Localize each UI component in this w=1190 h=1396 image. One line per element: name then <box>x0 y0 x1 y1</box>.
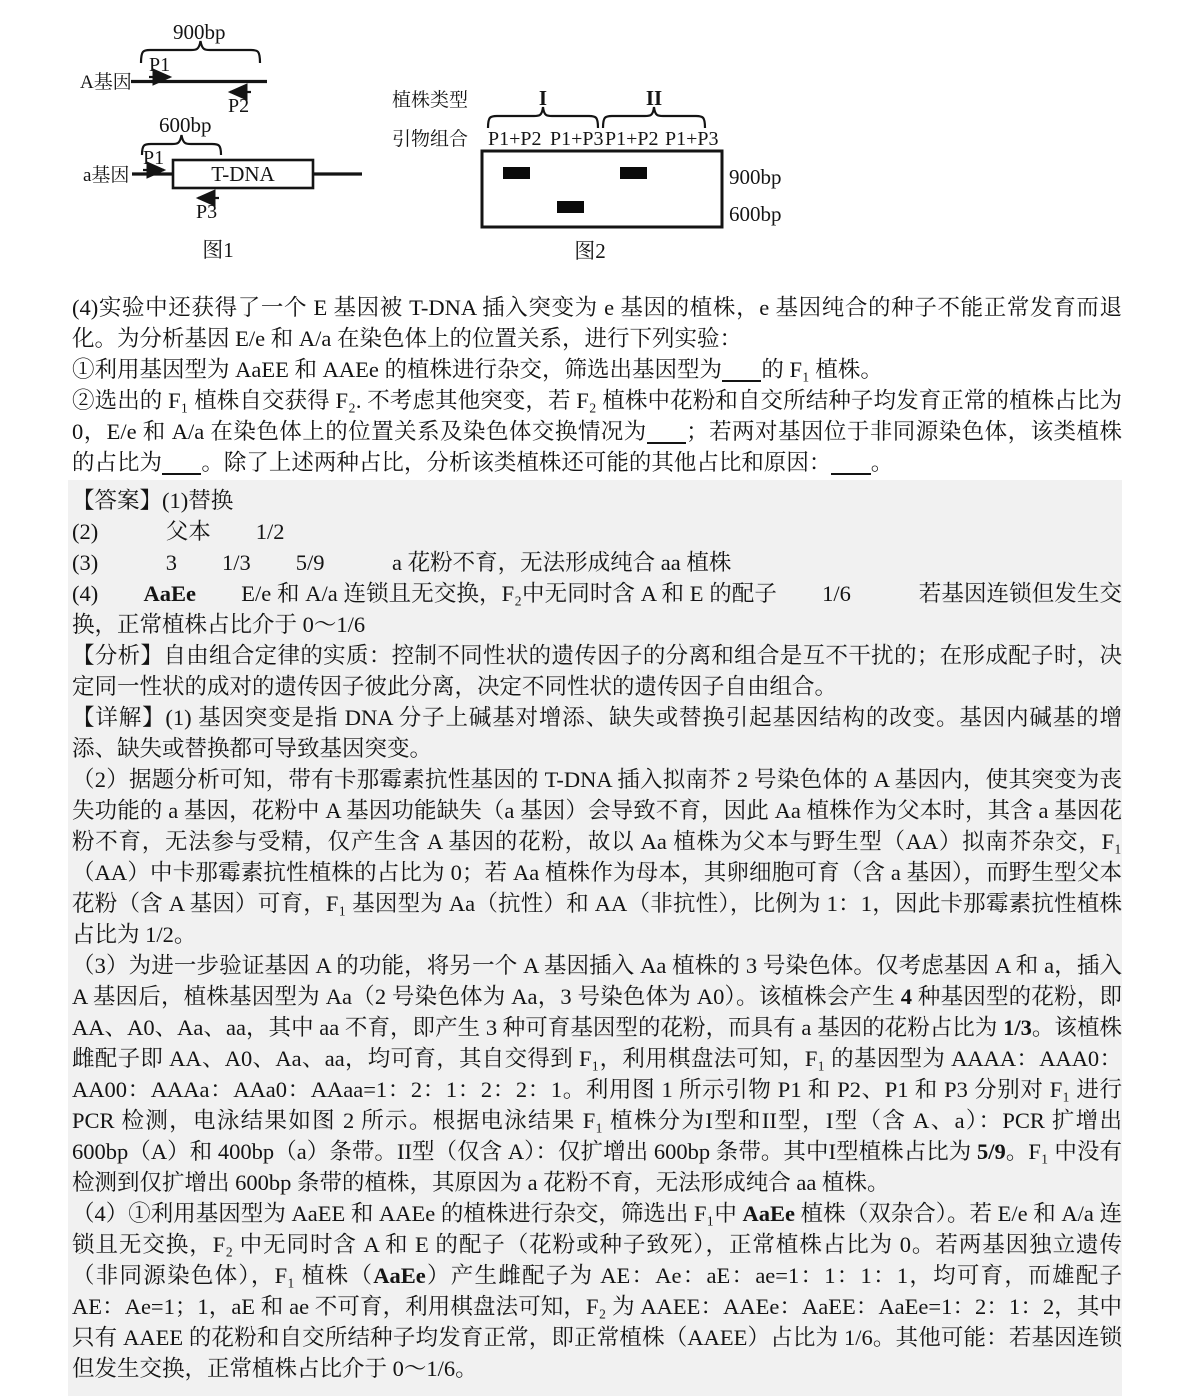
fig2-lane1-label: P1+P2 <box>488 128 542 150</box>
answer-line-3: (3) 3 1/3 5/9 a 花粉不育，无法形成纯合 aa 植株 <box>72 550 732 575</box>
detail-paragraph-3: （3）为进一步验证基因 A 的功能，将另一个 A 基因插入 Aa 植株的 3 号染色体。仅考虑基因 A 和 a，插入 A 基因后，植株基因型为 Aa（2 号染色体为 Aa，3 号染色体为 A0）。该植株会产生 4 种基因型的花粉，即 AA、A0、Aa、aa，其中 aa 不育，即产生 3 种可育基因型的花粉，而具有 a 基因的花粉占比为 1/3。该植株雌配子即 AA、A0、Aa、aa，均可育，其自交得到 F₁，利用棋盘法可知，F₁ 的基因型为 AAAA：AAA0：AA00：AAAa：AAa0：AAaa=1：2：1：2：2：1。利用图 1 所示引物 P1 和 P2、P1 和 P3 分别对 F₁ 进行 PCR 检测，电泳结果如图 2 所示。根据电泳结果 F₁ 植株分为I型和II型，I型（含 A、a）：PCR 扩增出 600bp（A）和 400bp（a）条带。II型（仅含 A）：仅扩增出 600bp 条带。其中I型植株占比为 5/9。F₁ 中没有检测到仅扩增出 600bp 条带的植株，其原因为 a 花粉不育，无法形成纯合 aa 植株。 <box>72 953 1122 1195</box>
tdna-box-label: T-DNA <box>211 162 275 186</box>
fig1-primer-p2-label: P2 <box>228 95 250 117</box>
question-intro-paragraph: (4)实验中还获得了一个 E 基因被 T-DNA 插入突变为 e 基因的植株，e 基因纯合的种子不能正常发育而退化。为分析基因 E/e 和 A/a 在染色体上的位置关系，进行下列实验： <box>72 295 1122 351</box>
gel-box <box>482 151 722 227</box>
bold-text: 5/9 <box>977 1139 1006 1164</box>
fig2-group-i-label: I <box>538 86 548 110</box>
figure-2 <box>388 85 818 267</box>
fig2-group-ii-label: II <box>645 86 663 110</box>
detail-paragraph-4: （4）①利用基因型为 AaEE 和 AAEe 的植株进行杂交，筛选出 F₁中 AaEe 植株（双杂合）。若 E/e 和 A/a 连锁且无交换，F₂ 中无同时含 A 和 E 的配子（花粉或种子致死），正常植株占比为 0。若两基因独立遗传（非同源染色体），F₁ 植株（AaEe）产生雌配子为 AE：Ae：aE：ae=1：1：1：1，均可育，而雄配子 AE：Ae=1；1，aE 和 ae 不可育，利用棋盘法可知，F₂ 为 AAEE：AAEe：AaEE：AaEe=1：2：1：2，其中只有 AAEE 的花粉和自交所结种子均发育正常，即正常植株（AAEE）占比为 1/6。其他可能：若基因连锁但发生交换，正常植株占比介于 0～1/6。 <box>72 1201 1123 1381</box>
question-step2-paragraph: ②选出的 F₁ 植株自交获得 F₂. 不考虑其他突变，若 F₂ 植株中花粉和自交所结种子均发育正常的植株占比为 0，E/e 和 A/a 在染色体上的位置关系及染色体交换情况为 ；若两对基因位于非同源染色体，该类植株的占比为 。除了上述两种占比，分析该类植株还可能的其他占比和原因： 。 <box>72 388 1122 475</box>
fig1-primer-p1-upper-label: P1 <box>149 54 171 76</box>
figure1-caption: 图1 <box>202 238 234 262</box>
bold-text: AaEe <box>143 581 197 606</box>
gel-band-lane1-900bp <box>503 167 530 179</box>
bold-text: AaEe <box>742 1201 796 1226</box>
answer-line-4: (4) AaEe E/e 和 A/a 连锁且无交换，F₂中无同时含 A 和 E 的配子 1/6 若基因连锁但发生交换，正常植株占比介于 0～1/6 <box>72 581 1122 637</box>
answer-block <box>68 480 1122 1396</box>
detail-paragraph-2: （2）据题分析可知，带有卡那霉素抗性基因的 T-DNA 插入拟南芥 2 号染色体的 A 基因内，使其突变为丧失功能的 a 基因，花粉中 A 基因功能缺失（a 基因）会导致不育，因此 Aa 植株作为父本时，其含 a 基因花粉不育，无法参与受精，仅产生含 A 基因的花粉，故以 Aa 植株为父本与野生型（AA）拟南芥杂交，F₁（AA）中卡那霉素抗性植株的占比为 0；若 Aa 植株作为母本，其卵细胞可育（含 a 基因），而野生型父本花粉（含 A 基因）可育，F₁ 基因型为 Aa（抗性）和 AA（非抗性），比例为 1：1，因此卡那霉素抗性植株占比为 1/2。 <box>72 767 1122 947</box>
fig1-size-900bp-label: 900bp <box>173 20 226 44</box>
figure-1 <box>75 8 385 270</box>
blank-field <box>722 360 761 382</box>
fig1-primer-p3-label: P3 <box>196 201 218 223</box>
document-body <box>72 292 1122 1396</box>
gel-band-lane3-900bp <box>620 167 647 179</box>
over-brace-group-ii <box>603 107 705 128</box>
fig2-lane3-label: P1+P2 <box>605 128 659 150</box>
fig2-lane2-label: P1+P3 <box>550 128 604 150</box>
detail-paragraph-1: 【详解】(1) 基因突变是指 DNA 分子上碱基对增添、缺失或替换引起基因结构的改变。基因内碱基的增添、缺失或替换都可导致基因突变。 <box>72 705 1122 761</box>
blank-field <box>162 453 201 475</box>
gene-a-upper-label: A基因 <box>80 72 132 93</box>
blank-field <box>647 422 686 444</box>
answer-line-1: 【答案】(1)替换 <box>72 488 234 513</box>
fig2-primer-combo-label: 引物组合 <box>392 129 469 150</box>
bold-text: AaEe <box>373 1263 426 1288</box>
fig2-lane4-label: P1+P3 <box>665 128 719 150</box>
fig2-marker-900bp-label: 900bp <box>729 165 782 189</box>
bold-text: 1/3 <box>1003 1015 1032 1040</box>
figures-panel <box>0 0 1190 272</box>
gene-a-lower-label: a基因 <box>83 165 130 186</box>
bold-text: 4 <box>900 984 913 1009</box>
gel-band-lane2-600bp <box>557 201 584 213</box>
fig1-primer-p1-lower-label: P1 <box>143 147 165 169</box>
analysis-paragraph: 【分析】自由组合定律的实质：控制不同性状的遗传因子的分离和组合是互不干扰的；在形成配子时，决定同一性状的成对的遗传因子彼此分离，决定不同性状的遗传因子自由组合。 <box>72 643 1122 699</box>
blank-field <box>831 453 870 475</box>
figure2-caption: 图2 <box>574 239 606 263</box>
over-brace-group-i <box>488 107 598 128</box>
fig2-marker-600bp-label: 600bp <box>729 202 782 226</box>
answer-line-2: (2) 父本 1/2 <box>72 519 285 544</box>
fig1-size-600bp-label: 600bp <box>159 113 212 137</box>
fig2-plant-type-label: 植株类型 <box>392 90 469 111</box>
question-step1-paragraph: ①利用基因型为 AaEE 和 AAEe 的植株进行杂交，筛选出基因型为 的 F₁ 植株。 <box>72 357 883 382</box>
